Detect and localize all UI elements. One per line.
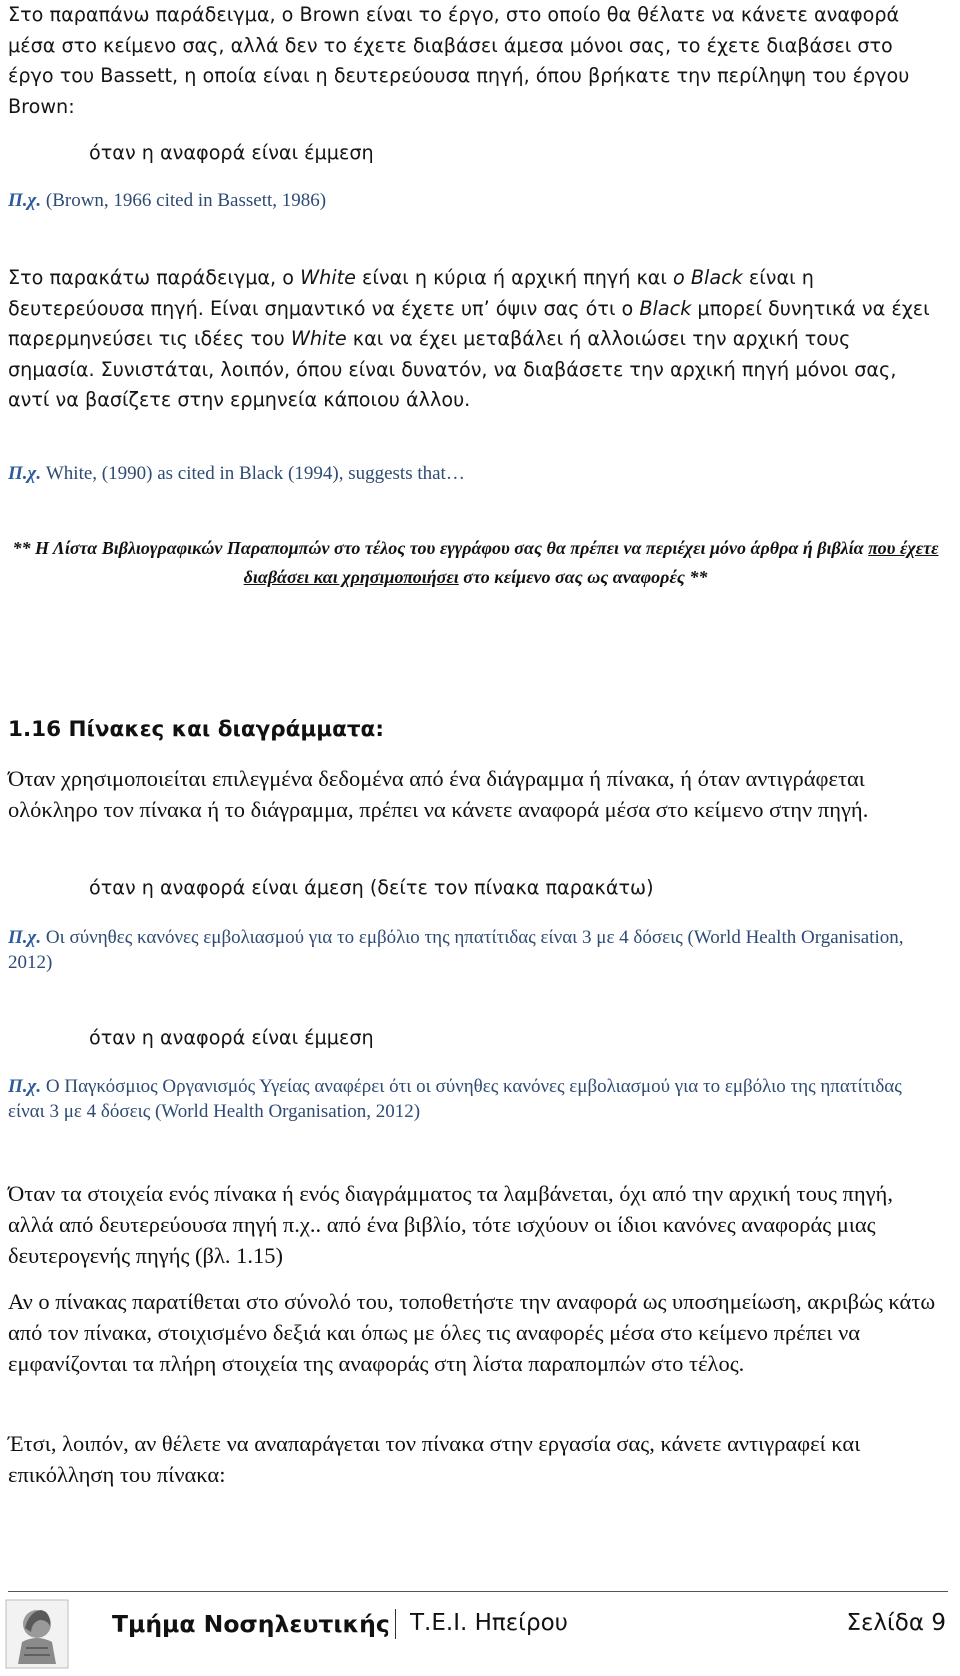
- institution-logo-icon: [4, 1598, 70, 1670]
- example-text: Οι σύνηθες κανόνες εμβολιασμού για το εμβόλιο της ηπατίτιδας είναι 3 με 4 δόσεις (World Health Organisation, 2012): [8, 927, 904, 973]
- example-tag: Π.χ.: [8, 190, 42, 211]
- example-who-indirect: [8, 1074, 943, 1124]
- example-text: (Brown, 1966 cited in Bassett, 1986): [41, 190, 327, 211]
- label-indirect-reference-2: όταν η αναφορά είναι έμμεση: [89, 1026, 374, 1049]
- paragraph-white-black: Στο παρακάτω παράδειγμα, ο White είναι η κύρια ή αρχική πηγή και ο Black είναι η δευτερεύουσα πηγή. Είναι σημαντικό να έχετε υπ’ όψιν σας ότι ο Black μπορεί δυνητικά να έχει παρερμηνεύσει τις ιδέες του White και να έχει μεταβάλει ή αλλοιώσει την αρχική τους σημασία. Συνιστάται, λοιπόν, όπου είναι δυνατόν, να διαβάσετε την αρχική πηγή μόνοι σας, αντί να βασίζετε στην ερμηνεία κάποιου άλλου.: [8, 266, 930, 411]
- example-white-black: [8, 461, 943, 486]
- footer-institution: Τ.Ε.Ι. Ηπείρου: [410, 1610, 568, 1636]
- footer-divider: [8, 1591, 948, 1592]
- example-tag: Π.χ.: [8, 463, 42, 484]
- example-brown-bassett: [8, 188, 943, 213]
- paragraph-copy-table: Έτσι, λοιπόν, αν θέλετε να αναπαράγεται τον πίνακα στην εργασία σας, κάνετε αντιγραφεί και επικόλληση του πίνακα:: [8, 1431, 861, 1487]
- paragraph-tables-intro: Όταν χρησιμοποιείται επιλεγμένα δεδομένα από ένα διάγραμμα ή πίνακα, ή όταν αντιγράφεται ολόκληρο τον πίνακα ή το διάγραμμα, πρέπει να κάνετε αναφορά μέσα στο κείμενο στην πηγή.: [8, 766, 869, 822]
- footer-department: Τμήμα Νοσηλευτικής: [112, 1610, 390, 1638]
- label-indirect-reference: όταν η αναφορά είναι έμμεση: [89, 141, 374, 164]
- section-heading: 1.16 Πίνακες και διαγράμματα:: [8, 717, 384, 742]
- example-text: Ο Παγκόσμιος Οργανισμός Υγείας αναφέρει ότι οι σύνηθες κανόνες εμβολιασμού για το εμβόλιο της ηπατίτιδας είναι 3 με 4 δόσεις (World Health Organisation, 2012): [8, 1076, 902, 1122]
- label-direct-reference: όταν η αναφορά είναι άμεση (δείτε τον πίνακα παρακάτω): [89, 876, 654, 899]
- example-tag: Π.χ.: [8, 1076, 42, 1097]
- footer-page-number: Σελίδα 9: [846, 1610, 946, 1636]
- example-tag: Π.χ.: [8, 927, 42, 948]
- paragraph-secondary-table-source: Όταν τα στοιχεία ενός πίνακα ή ενός διαγράμματος τα λαμβάνεται, όχι από την αρχική τους πηγή, αλλά από δευτερεύουσα πηγή π.χ.. από ένα βιβλίο, τότε ισχύουν οι ίδιοι κανόνες αναφοράς μιας δευτερογενής πηγής (βλ. 1.15): [8, 1181, 893, 1268]
- example-who-direct: [8, 925, 943, 975]
- bibliography-warning: ** Η Λίστα Βιβλιογραφικών Παραπομπών στο τέλος του εγγράφου σας θα πρέπει να περιέχει μόνο άρθρα ή βιβλία που έχετε διαβάσει και χρησιμοποιήσει στο κείμενο σας ως αναφορές **: [12, 538, 939, 587]
- paragraph-secondary-source-explanation: Στο παραπάνω παράδειγμα, ο Brown είναι το έργο, στο οποίο θα θέλατε να κάνετε αναφορά μέσα στο κείμενο σας, αλλά δεν το έχετε διαβάσει άμεσα μόνοι σας, το έχετε διαβάσει στο έργο του Bassett, η οποία είναι η δευτερεύουσα πηγή, όπου βρήκατε την περίληψη του έργου Brown:: [8, 3, 910, 118]
- example-text: White, (1990) as cited in Black (1994), suggests that…: [41, 463, 465, 484]
- footer-separator: [395, 1609, 396, 1639]
- paragraph-table-footnote: Αν ο πίνακας παρατίθεται στο σύνολό του, τοποθετήστε την αναφορά ως υποσημείωση, ακριβώς κάτω από τον πίνακα, στοιχισμένο δεξιά και όπως με όλες τις αναφορές μέσα στο κείμενο πρέπει να εμφανίζονται τα πλήρη στοιχεία της αναφοράς στη λίστα παραπομπών στο τέλος.: [8, 1289, 936, 1376]
